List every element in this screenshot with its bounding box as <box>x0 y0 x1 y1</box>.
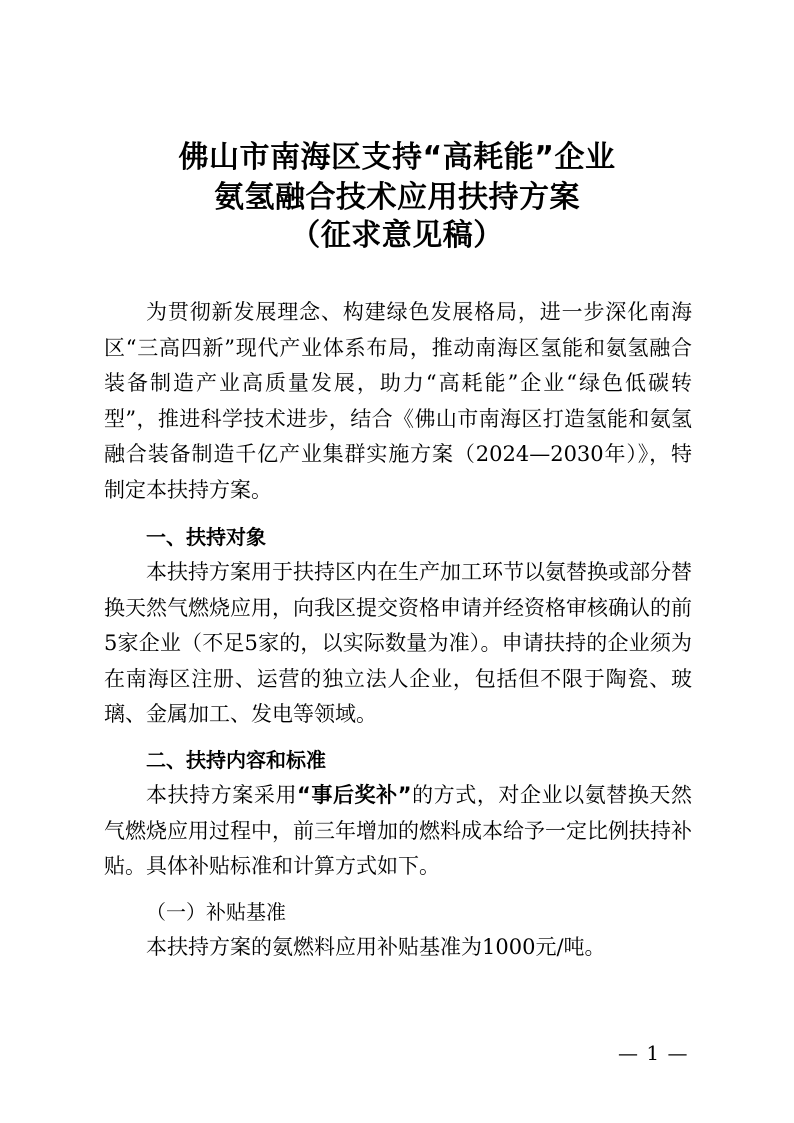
section-1-body: 本扶持方案用于扶持区内在生产加工环节以氨替换或部分替换天然气燃烧应用，向我区提交资格申请并经资格审核确认的前5家企业（不足5家的，以实际数量为准）。申请扶持的企业须为在南海区注册、运营的独立法人企业，包括但不限于陶瓷、玻璃、金属加工、发电等领域。 <box>104 560 692 727</box>
title-line-3: （征求意见稿） <box>290 218 504 253</box>
section-2-body <box>104 778 692 885</box>
section-2-body-post: 的方式，对企业以氨替换天然气燃烧应用过程中，前三年增加的燃料成本给予一定比例扶持补贴。具体补贴标准和计算方式如下。 <box>104 783 692 879</box>
section-2-body-emphasis: “事后奖补” <box>297 783 412 807</box>
subsection-1-body: 本扶持方案的氨燃料应用补贴基准为1000元/吨。 <box>146 935 606 959</box>
section-2-heading: 二、扶持内容和标准 <box>146 748 326 772</box>
subsection-1-heading: （一）补贴基准 <box>146 900 286 924</box>
page-number: — 1 — <box>618 1041 689 1065</box>
intro-paragraph: 为贯彻新发展理念、构建绿色发展格局，进一步深化南海区“三高四新”现代产业体系布局，推动南海区氢能和氨氢融合装备制造产业高质量发展，助力“高耗能”企业“绿色低碳转型”，推进科学技术进步，结合《佛山市南海区打造氢能和氨氢融合装备制造千亿产业集群实施方案（2024—2030年）》，特制定本扶持方案。 <box>104 300 692 502</box>
section-2-body-pre: 本扶持方案采用 <box>146 783 298 807</box>
title-line-2: 氨氢融合技术应用扶持方案 <box>214 180 580 215</box>
title-line-1: 佛山市南海区支持“高耗能”企业 <box>178 140 616 175</box>
section-1-heading: 一、扶持对象 <box>146 525 266 549</box>
